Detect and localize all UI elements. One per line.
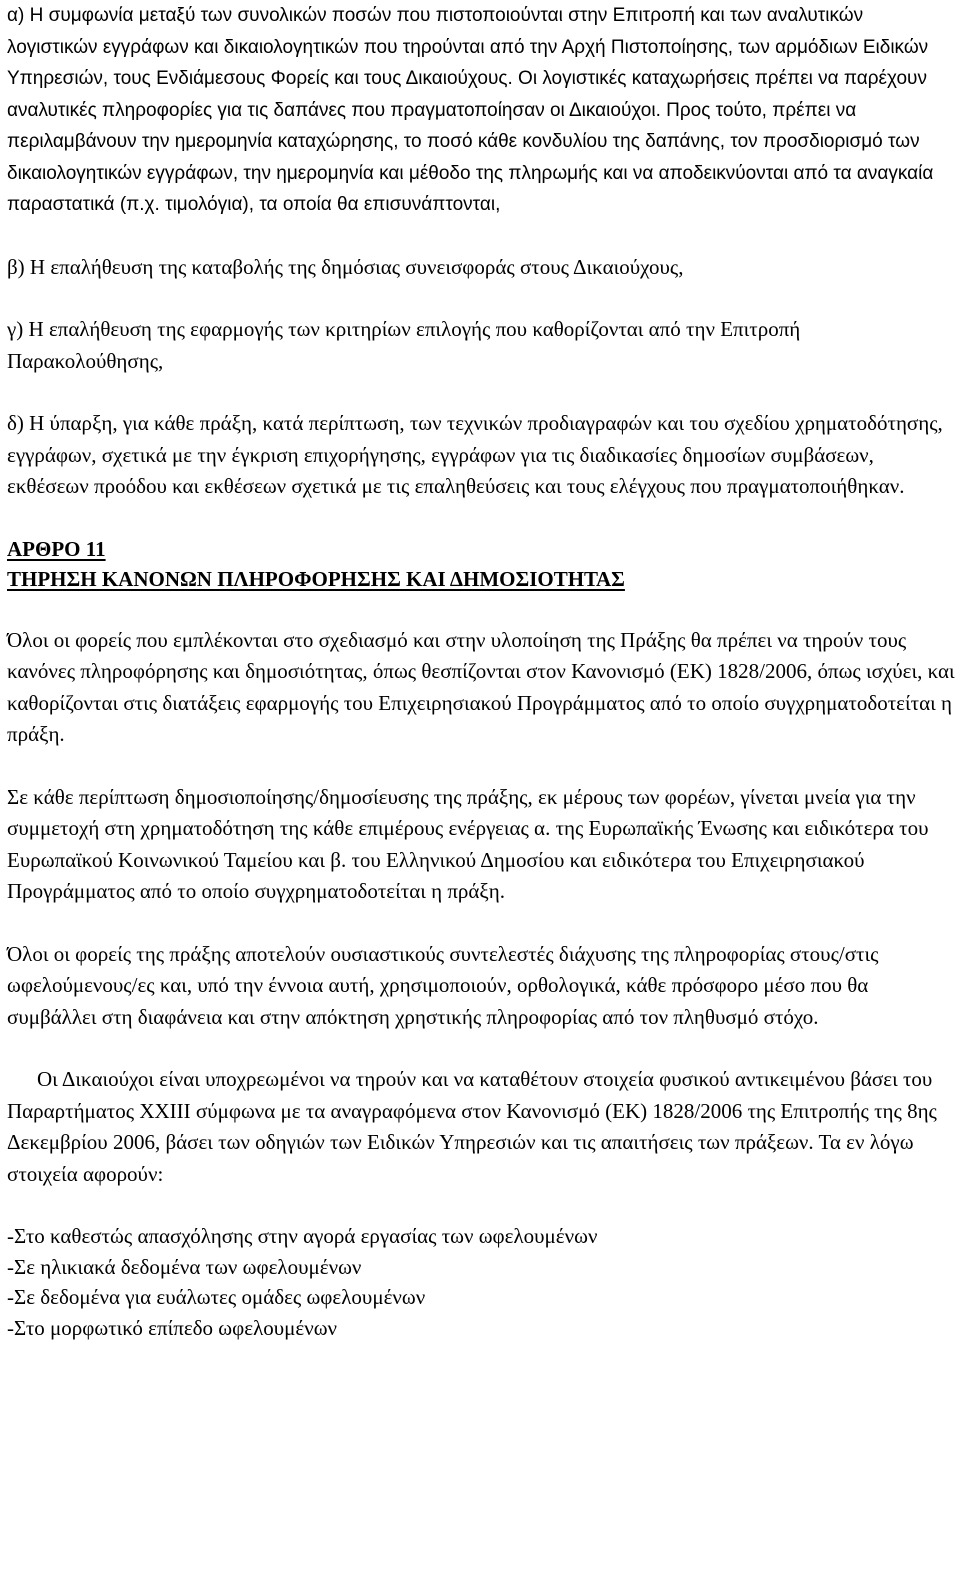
paragraph-c: γ) Η επαλήθευση της εφαρμογής των κριτηρίων επιλογής που καθορίζονται από την Επιτροπή Παρακολούθησης, (7, 317, 801, 373)
list-item: -Στο καθεστώς απασχόλησης στην αγορά εργασίας των ωφελουμένων (7, 1224, 598, 1248)
article-number: ΑΡΘΡΟ 11 (7, 536, 106, 561)
list-item: -Στο μορφωτικό επίπεδο ωφελουμένων (7, 1315, 338, 1340)
paragraph-1: Όλοι οι φορείς που εμπλέκονται στο σχεδιασμό και στην υλοποίηση της Πράξης θα πρέπει να τηρούν τους κανόνες πληροφόρησης και δημοσιότητας, όπως θεσπίζονται στον Κανονισμό (ΕΚ) 1828/2006, όπως ισχύει, και καθορίζονται στις διατάξεις εφαρμογής του Επιχειρησιακού Προγράμματος από το οποίο συγχρηματοδοτείται η πράξη. (7, 627, 955, 746)
paragraph-b: β) Η επαλήθευση της καταβολής της δημόσιας συνεισφοράς στους Δικαιούχους, (7, 254, 684, 279)
paragraph-2: Σε κάθε περίπτωση δημοσιοποίησης/δημοσίευσης της πράξης, εκ μέρους των φορέων, γίνεται μνεία για την συμμετοχή στη χρηματοδότηση της κάθε επιμέρους ενέργειας α. της Ευρωπαϊκής Ένωσης και ειδικότερα του Ευρωπαϊκού Κοινωνικού Ταμείου και β. του Ελληνικού Δημοσίου και ειδικότερα του Επιχειρησιακού Προγράμματος από το οποίο συγχρηματοδοτείται η πράξη. (7, 784, 929, 903)
paragraph-a: α) Η συμφωνία μεταξύ των συνολικών ποσών που πιστοποιούνται στην Επιτροπή και των αναλυτικών λογιστικών εγγράφων και δικαιολογητικών που τηρούνται από την Αρχή Πιστοποίησης, των αρμόδιων Ειδικών Υπηρεσιών, τους Ενδιάμεσους Φορείς και τους Δικαιούχους. Οι λογιστικές καταχωρήσεις πρέπει να παρέχουν αναλυτικές πληροφορίες για τις δαπάνες που πραγματοποίησαν οι Δικαιούχοι. Προς τούτο, πρέπει να περιλαμβάνουν την ημερομηνία καταχώρησης, το ποσό κάθε κονδυλίου της δαπάνης, τον προσδιορισμό των δικαιολογητικών εγγράφων, την ημερομηνία και μέθοδο της πληρωμής και να αποδεικνύονται από τα αναγκαία παραστατικά (π.χ. τιμολόγια), τα οποία θα επισυνάπτονται, (7, 5, 934, 215)
list-item: -Σε ηλικιακά δεδομένα των ωφελουμένων (7, 1254, 362, 1279)
paragraph-3: Όλοι οι φορείς της πράξης αποτελούν ουσιαστικούς συντελεστές διάχυσης της πληροφορίας στους/στις ωφελούμενους/ες και, υπό την έννοια αυτή, χρησιμοποιούν, ορθολογικά, κάθε πρόσφορο μέσο που θα συμβάλλει στη διαφάνεια και στην απόκτηση χρηστικής πληροφορίας από τον πληθυσμό στόχο. (7, 941, 879, 1029)
paragraph-4: Οι Δικαιούχοι είναι υποχρεωμένοι να τηρούν και να καταθέτουν στοιχεία φυσικού αντικειμένου βάσει του Παραρτήματος ΧΧΙΙΙ σύμφωνα με τα αναγραφόμενα στον Κανονισμό (ΕΚ) 1828/2006 της Επιτροπής της 8ης Δεκεμβρίου 2006, βάσει των οδηγιών των Ειδικών Υπηρεσιών και τις απαιτήσεις των πράξεων. Τα εν λόγω στοιχεία αφορούν: (7, 1067, 937, 1186)
paragraph-d: δ) Η ύπαρξη, για κάθε πράξη, κατά περίπτωση, των τεχνικών προδιαγραφών και του σχεδίου χρηματοδότησης, εγγράφων, σχετικά με την έγκριση επιχορήγησης, εγγράφων για τις διαδικασίες δημοσίων συμβάσεων, εκθέσεων προόδου και εκθέσεων σχετικά με τις επαληθεύσεις και τους ελέγχους που πραγματοποιήθηκαν. (7, 411, 943, 498)
list-item: -Σε δεδομένα για ευάλωτες ομάδες ωφελουμένων (7, 1285, 426, 1309)
document-page (7, 0, 957, 1343)
data-list (7, 1221, 957, 1343)
article-title: ΤΗΡΗΣΗ ΚΑΝΟΝΩΝ ΠΛΗΡΟΦΟΡΗΣΗΣ ΚΑΙ ΔΗΜΟΣΙΟΤΗΤΑΣ (7, 566, 625, 591)
